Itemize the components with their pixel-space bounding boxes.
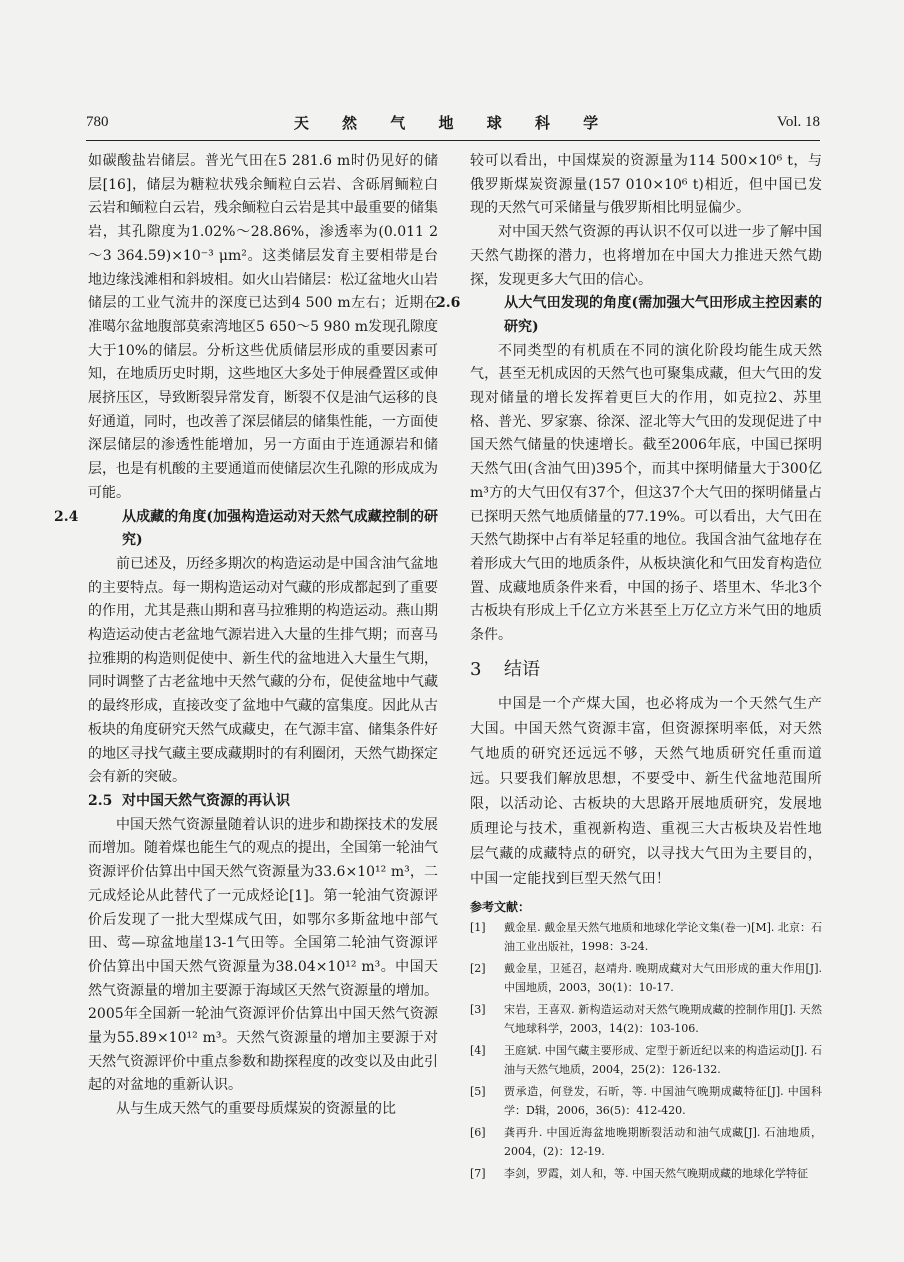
references-heading: 参考文献： [470,899,531,914]
reference-number: [6] [470,1125,486,1139]
reference-text: 宋岩，王喜双. 新构造运动对天然气晚期成藏的控制作用[J]. 天然气地球科学，2003，14(2)：103-106. [504,1002,822,1036]
section-number: 2.6 [436,295,461,312]
reference-item [470,1000,822,1039]
reference-item [470,1123,822,1162]
page-number: 780 [86,114,109,130]
journal-title: 天 然 气 地 球 科 学 [293,114,613,132]
reference-item [470,918,822,957]
paragraph-large-gasfields: 不同类型的有机质在不同的演化阶段均能生成天然气，甚至无机成因的天然气也可聚集成藏，但大气田的发现对储量的增长发挥着更巨大的作用，如克拉2、苏里格、普光、罗家寨、徐深、涩北等大气田的发现促进了中国天然气储量的快速增长。截至2006年底，中国已探明天然气田(含油气田)395个，而其中探明储量大于300亿m³方的大气田仅有37个，但这37个大气田的探明储量占已探明天然气地质储量的77.19%。可以看出，大气田在天然气勘探中占有举足轻重的地位。我国含油气盆地存在着形成大气田的地质条件，从板块演化和气田发育构造位置、成藏地质条件来看，中国的扬子、塔里木、华北3个古板块有形成上千亿立方米甚至上万亿立方米气田的地质条件。 [470,342,822,644]
reference-number: [3] [470,1002,486,1016]
reference-text: 龚再升. 中国近海盆地晚期断裂活动和油气成藏[J]. 石油地质，2004，(2)：12-19. [504,1125,822,1159]
section-number: 2.5 [88,792,113,809]
reference-text: 贾承造，何登发，石昕，等. 中国油气晚期成藏特征[J]. 中国科学：D辑，2006，36(5)：412-420. [504,1084,822,1118]
section-number: 2.4 [54,508,79,525]
section-heading-2-5 [88,790,438,814]
section-number: 3 [470,658,482,680]
paragraph-tectonics: 前已述及，历经多期次的构造运动是中国含油气盆地的主要特点。每一期构造运动对气藏的形成都起到了重要的作用，尤其是燕山期和喜马拉雅期的构造运动。燕山期构造运动使古老盆地气源岩进入大量的生排气期；而喜马拉雅期的构造则促使中、新生代的盆地进入大量生气期，同时调整了古老盆地中天然气藏的分布，促使盆地中气藏的最终形成，直接改变了盆地中气藏的富集度。因此从古板块的角度研究天然气成藏史，在气源丰富、储集条件好的地区寻找气藏主要成藏期时的有利圈闭，天然气勘探定会有新的突破。 [88,555,438,786]
reference-number: [5] [470,1084,486,1098]
section-title: 从大气田发现的角度(需加强大气田形成主控因素的研究) [504,295,822,335]
reference-item [470,1082,822,1121]
paragraph-coal-continued: 较可以看出，中国煤炭的资源量为114 500×10⁶ t，与俄罗斯煤炭资源量(157 010×10⁶ t)相近，但中国已发现的天然气可采储量与俄罗斯相比明显偏少。 [470,153,822,217]
section-title: 从成藏的角度(加强构造运动对天然气成藏控制的研究) [122,508,438,549]
reference-item [470,1041,822,1080]
reference-item [470,959,822,998]
reference-number: [1] [470,920,486,934]
reference-text: 戴金星. 戴金星天然气地质和地球化学论文集(卷一)[M]. 北京：石油工业出版社，1998：3-24. [504,920,822,954]
paragraph-coal: 从与生成天然气的重要母质煤炭的资源量的比 [116,1101,396,1118]
reference-number: [4] [470,1043,486,1057]
references-list [470,918,822,1184]
section-title: 对中国天然气资源的再认识 [122,792,290,809]
section-title: 结语 [504,658,540,680]
running-header [86,110,820,141]
reference-text: 李剑，罗霞，刘人和，等. 中国天然气晚期成藏的地球化学特征 [504,1166,808,1180]
reference-number: [7] [470,1166,486,1180]
paragraph-recognition: 对中国天然气资源的再认识不仅可以进一步了解中国天然气勘探的潜力，也将增加在中国大力推进天然气勘探，发现更多大气田的信心。 [470,224,822,288]
section-heading-3 [470,656,822,684]
reference-number: [2] [470,961,486,975]
paragraph-resources: 中国天然气资源量随着认识的进步和勘探技术的发展而增加。随着煤也能生气的观点的提出，全国第一轮油气资源评价估算出中国天然气资源量为33.6×10¹² m³，二元成烃论从此替代了一元成烃论[1]。第一轮油气资源评价后发现了一批大型煤成气田，如鄂尔多斯盆地中部气田、莺—琼盆地崖13-1气田等。全国第二轮油气资源评价估算出中国天然气资源量为38.04×10¹² m³。中国天然气资源量的增加主要源于海域区天然气资源量的增加。2005年全国新一轮油气资源评价估算出中国天然气资源量为55.89×10¹² m³。天然气资源量的增加主要源于对天然气资源评价中重点参数和勘探程度的改变以及由此引起的对盆地的重新认识。 [88,816,438,1094]
conclusion-text: 中国是一个产煤大国，也必将成为一个天然气生产大国。中国天然气资源丰富，但资源探明率低，对天然气地质的研究还远远不够，天然气地质研究任重而道远。只要我们解放思想，不要受中、新生代盆地范围所限，以活动论、古板块的大思路开展地质研究，发展地质理论与技术，重视新构造、重视三大古板块及岩性地层气藏的成藏特点的研究，以寻找大气田为主要目的，中国一定能找到巨型天然气田！ [470,695,822,887]
volume-label: Vol. 18 [776,114,820,130]
section-heading-2-6 [436,292,822,339]
reference-text: 戴金星，卫延召，赵靖舟. 晚期成藏对大气田形成的重大作用[J]. 中国地质，2003，30(1)：10-17. [504,961,822,995]
reference-text: 王庭斌. 中国气藏主要形成、定型于新近纪以来的构造运动[J]. 石油与天然气地质，2004，25(2)：126-132. [504,1043,822,1077]
left-column [54,150,438,1122]
reference-item [470,1164,822,1184]
paragraph-reservoirs: 如碳酸盐岩储层。普光气田在5 281.6 m时仍见好的储层[16]，储层为糖粒状残余鲕粒白云岩、含砾屑鲕粒白云岩和鲕粒白云岩，残余鲕粒白云岩是其中最重要的储集岩，其孔隙度为1.02%～28.86%，渗透率为(0.011 2～3 364.59)×10⁻³ μm²。这类储层发育主要相带是台地边缘浅滩相和斜坡相。如火山岩储层：松辽盆地火山岩储层的工业气流井的深度已达到4 500 m左右；近期在准噶尔盆地腹部莫索湾地区5 650～5 980 m发现孔隙度大于10%的储层。分析这些优质储层形成的重要因素可知，在地质历史时期，这些地区大多处于伸展叠置区或伸展挤压区，导致断裂异常发育，断裂不仅是油气运移的良好通道，同时，也改善了深层储层的储集性能，一方面使深层储层的渗透性能增加，另一方面由于连通源岩和储层，也是有机酸的主要通道而使储层次生孔隙的形成成为可能。 [88,153,438,501]
section-heading-2-4 [54,506,438,553]
right-column [436,150,822,1185]
